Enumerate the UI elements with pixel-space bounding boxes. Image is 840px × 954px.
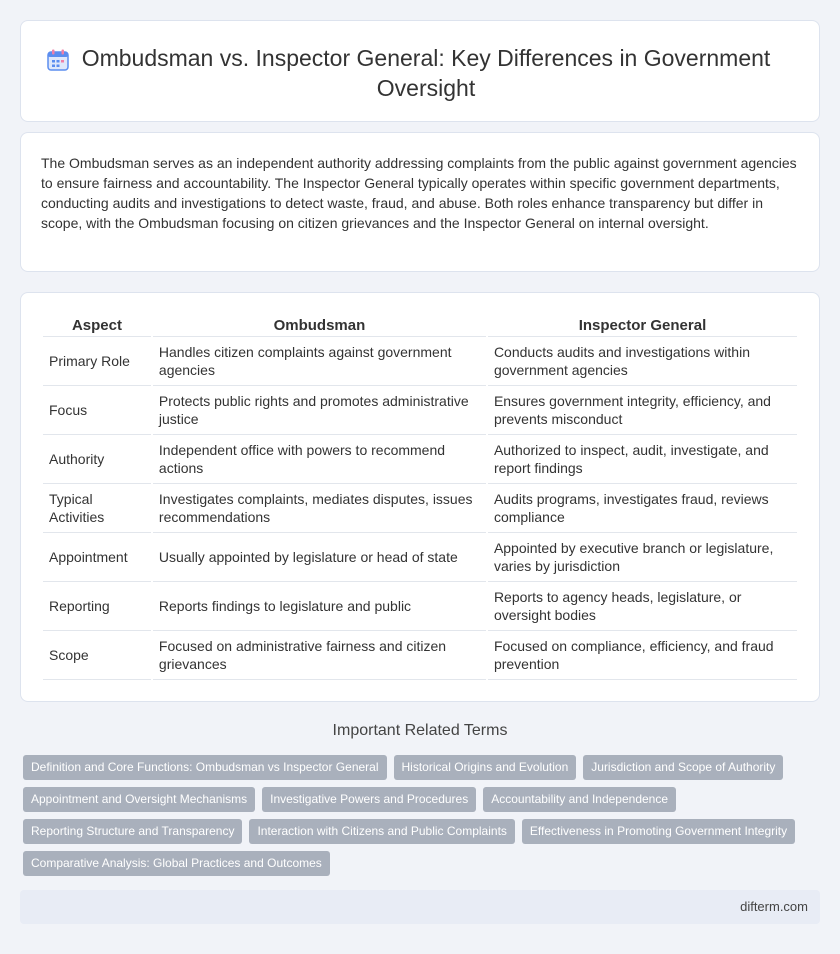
comparison-card <box>20 292 820 702</box>
table-row <box>43 631 797 680</box>
header-inspector-general: Inspector General <box>488 315 797 337</box>
table-row <box>43 484 797 533</box>
related-term-tag[interactable]: Interaction with Citizens and Public Complaints <box>249 819 514 844</box>
row-inspector-general: Reports to agency heads, legislature, or oversight bodies <box>488 582 797 631</box>
table-row <box>43 337 797 386</box>
row-aspect: Reporting <box>43 582 151 631</box>
table-row <box>43 386 797 435</box>
row-aspect: Focus <box>43 386 151 435</box>
related-terms-heading: Important Related Terms <box>332 722 508 739</box>
header-card <box>20 20 820 122</box>
related-term-tag[interactable]: Investigative Powers and Procedures <box>262 787 476 812</box>
related-term-tag[interactable]: Appointment and Oversight Mechanisms <box>23 787 255 812</box>
row-inspector-general: Focused on compliance, efficiency, and fraud prevention <box>488 631 797 680</box>
row-ombudsman: Independent office with powers to recommend actions <box>153 435 486 484</box>
related-term-tag[interactable]: Historical Origins and Evolution <box>394 755 577 780</box>
table-row <box>43 533 797 582</box>
row-ombudsman: Reports findings to legislature and public <box>153 582 486 631</box>
header-aspect: Aspect <box>43 315 151 337</box>
row-ombudsman: Focused on administrative fairness and citizen grievances <box>153 631 486 680</box>
row-inspector-general: Authorized to inspect, audit, investigate, and report findings <box>488 435 797 484</box>
comparison-table <box>41 315 799 680</box>
related-term-tag[interactable]: Effectiveness in Promoting Government Integrity <box>522 819 795 844</box>
row-inspector-general: Ensures government integrity, efficiency, and prevents misconduct <box>488 386 797 435</box>
table-row <box>43 582 797 631</box>
page-title: Ombudsman vs. Inspector General: Key Differences in Government Oversight <box>81 45 771 101</box>
related-term-tag[interactable]: Comparative Analysis: Global Practices and Outcomes <box>23 851 330 876</box>
row-aspect: Scope <box>43 631 151 680</box>
row-inspector-general: Audits programs, investigates fraud, reviews compliance <box>488 484 797 533</box>
related-terms-list <box>23 755 813 883</box>
row-aspect: Primary Role <box>43 337 151 386</box>
related-term-tag[interactable]: Reporting Structure and Transparency <box>23 819 242 844</box>
related-term-tag[interactable]: Accountability and Independence <box>483 787 676 812</box>
row-inspector-general: Conducts audits and investigations within government agencies <box>488 337 797 386</box>
row-ombudsman: Protects public rights and promotes administrative justice <box>153 386 486 435</box>
footer <box>20 890 820 924</box>
row-inspector-general: Appointed by executive branch or legislature, varies by jurisdiction <box>488 533 797 582</box>
row-aspect: Typical Activities <box>43 484 151 533</box>
intro-paragraph: The Ombudsman serves as an independent authority addressing complaints from the public against government agencies to ensure fairness and accountability. The Inspector General typically operates within specific government departments, conducting audits and investigations to detect waste, fraud, and abuse. Both roles enhance transparency but differ in scope, with the Ombudsman focusing on citizen grievances and the Inspector General on internal oversight. <box>41 155 797 231</box>
row-ombudsman: Investigates complaints, mediates disputes, issues recommendations <box>153 484 486 533</box>
table-row <box>43 435 797 484</box>
intro-card <box>20 132 820 272</box>
row-aspect: Authority <box>43 435 151 484</box>
related-term-tag[interactable]: Definition and Core Functions: Ombudsman vs Inspector General <box>23 755 387 780</box>
row-ombudsman: Handles citizen complaints against government agencies <box>153 337 486 386</box>
row-ombudsman: Usually appointed by legislature or head of state <box>153 533 486 582</box>
table-header-row <box>43 315 797 337</box>
row-aspect: Appointment <box>43 533 151 582</box>
header-ombudsman: Ombudsman <box>153 315 486 337</box>
related-term-tag[interactable]: Jurisdiction and Scope of Authority <box>583 755 783 780</box>
site-link[interactable]: difterm.com <box>740 899 808 914</box>
